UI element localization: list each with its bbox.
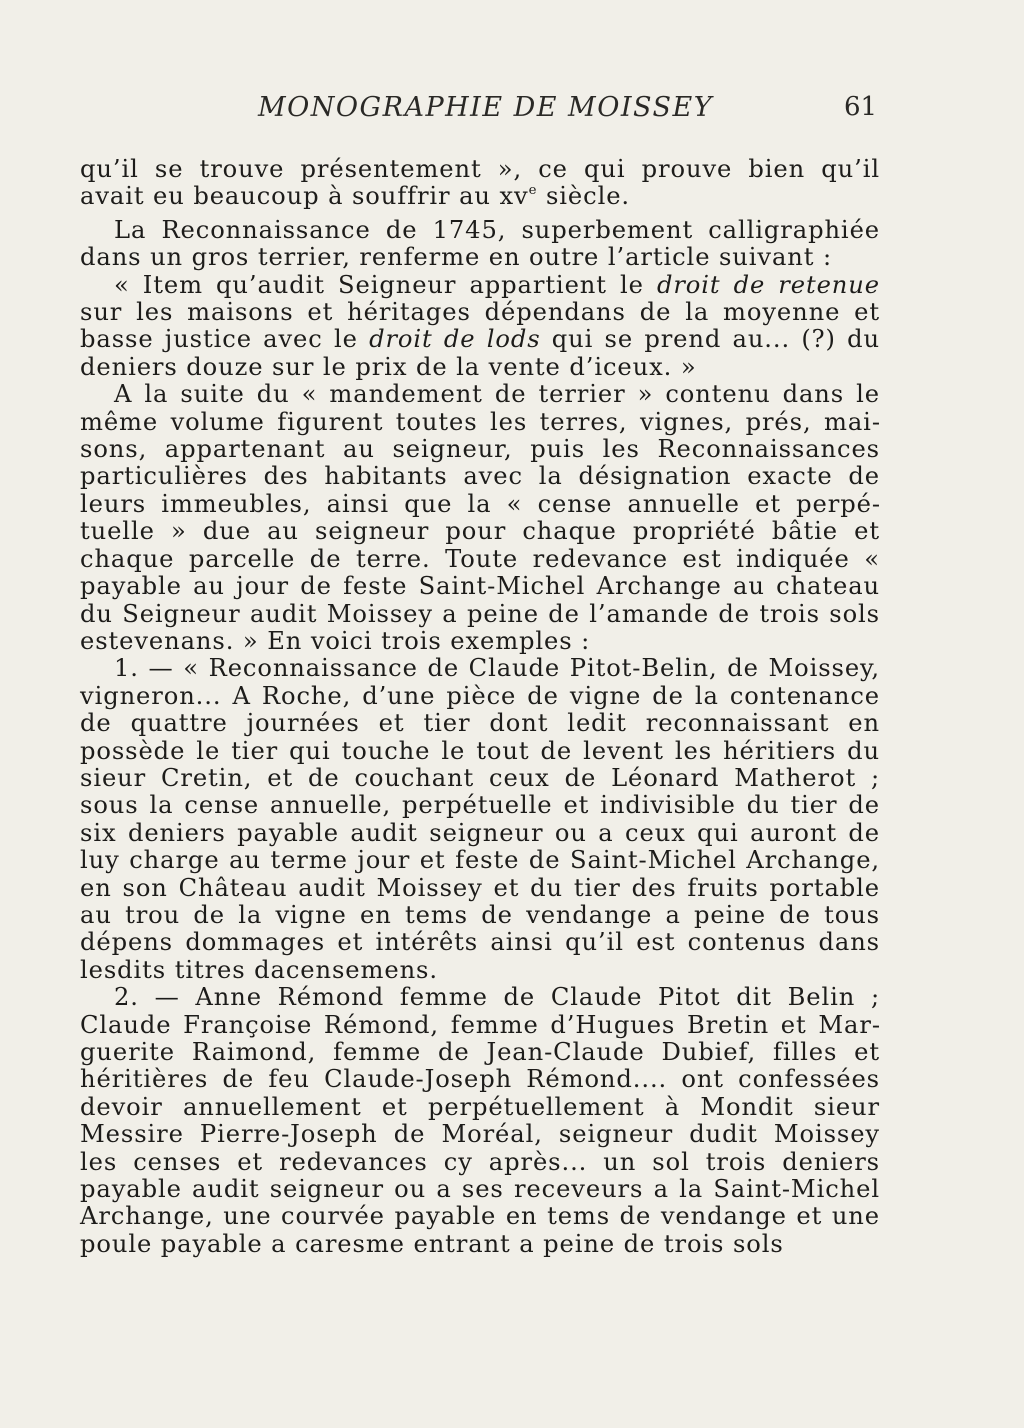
italic-term: droit de retenue — [656, 270, 880, 299]
paragraph-example-2 — [80, 984, 880, 1258]
text-run: La Reconnaissance de 1745, superbement calligraphiée dans un gros terrier, renferme en outre l’article suivant : — [80, 215, 880, 272]
page-header — [0, 92, 1024, 132]
running-title: MONOGRAPHIE DE MOISSEY — [258, 92, 714, 123]
text-run: qui se prend au... (?) du deniers douze sur le prix de la vente d’iceux. » — [80, 325, 880, 381]
paragraph-reconnaissance-1745 — [80, 217, 880, 272]
body-text — [80, 156, 880, 1258]
paragraph-example-1 — [80, 655, 880, 984]
text-run: siècle. — [537, 182, 631, 211]
text-run: « Item qu’audit Seigneur appartient le — [114, 270, 657, 299]
paragraph-continuation — [80, 156, 880, 211]
italic-term: droit de lods — [369, 325, 541, 354]
text-run: 1. — « Reconnaissance de Claude Pitot-Belin, de Moissey, vigneron... A Roche, d’une pièce de vigne de la contenance de quattre journées et tier dont ledit reconnaissant en possède le tier qui touche le tout de levent les héritiers du sieur Cretin, et de couchant ceux de Léonard Matherot ; sous la cense annuelle, perpétuelle et indivisible du tier de six deniers payable audit seigneur ou a ceux qui auront de luy charge au terme jour et feste de Saint-Michel Archange, en son Château audit Moissey et du tier des fruits portable au trou de la vigne en tems de vendange a peine de tous dépens dommages et intérêts ainsi qu’il est contenus dans lesdits titres dacensemens. — [80, 654, 880, 984]
text-run: qu’il se trouve présentement », ce qui prouve bien qu’il avait eu beaucoup à souffrir au xv — [80, 155, 880, 211]
paragraph-mandement — [80, 381, 880, 655]
text-run: sur les maisons et héritages dépendans de la moyenne et basse justice avec le — [80, 298, 880, 354]
page-number: 61 — [844, 92, 878, 122]
paragraph-item-quote — [80, 272, 880, 382]
superscript: e — [528, 183, 538, 199]
text-run: 2. — Anne Rémond femme de Claude Pitot dit Belin ; Claude Françoise Rémond, femme d’Hugues Bretin et Marguerite Raimond, femme de Jean-Claude Dubief, filles et héritières de feu Claude-Joseph Rémond.... ont confessées devoir annuellement et perpétuellement à Mondit sieur Messire Pierre-Joseph de Moréal, seigneur dudit Moissey les censes et redevances cy après... un sol trois deniers payable audit seigneur ou a ses receveurs a la Saint-Michel Archange, une courvée payable en tems de vendange et une poule payable a caresme entrant a peine de trois sols — [80, 983, 880, 1258]
text-run: A la suite du « mandement de terrier » contenu dans le même volume figurent toutes les terres, vignes, prés, maisons, appartenant au seigneur, puis les Reconnaissances particulières des habitants avec la désignation exacte de leurs immeubles, ainsi que la « cense annuelle et perpétuelle » due au seigneur pour chaque propriété bâtie et chaque parcelle de terre. Toute redevance est indiquée « payable au jour de feste Saint-Michel Archange au chateau du Seigneur audit Moissey a peine de l’amande de trois sols estevenans. » En voici trois exemples : — [80, 380, 880, 655]
